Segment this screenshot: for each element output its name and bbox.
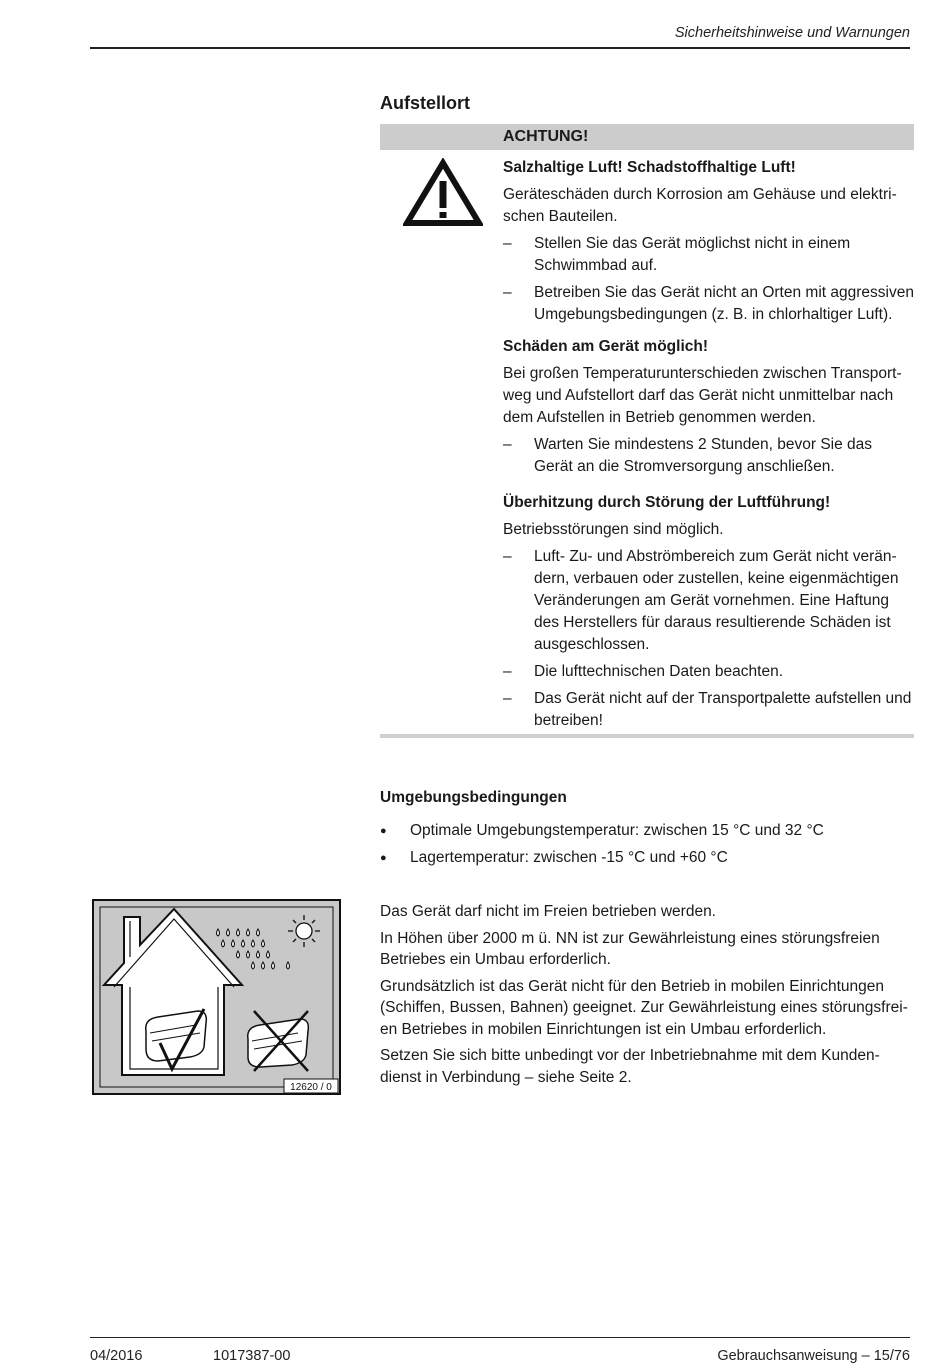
list-item: – Luft- Zu- und Abströmbereich zum Gerät nicht verän-dern, verbauen oder zustellen, keine eigenmächtigen Veränderungen am Gerät vornehmen. Eine Haftung des Herstellers für daraus resultierende Schäden ist ausgeschlossen. <box>503 546 915 656</box>
paragraph: Das Gerät darf nicht im Freien betrieben werden. <box>380 903 716 920</box>
warning-text: Geräteschäden durch Korrosion am Gehäuse und elektri-schen Bauteilen. <box>503 186 897 225</box>
warning-heading: Salzhaltige Luft! Schadstoffhaltige Luft! <box>503 159 796 176</box>
figure-label: 12620 / 0 <box>290 1082 332 1093</box>
installation-location-illustration <box>92 899 341 1095</box>
header-divider <box>90 47 910 49</box>
warning-triangle-icon <box>403 158 483 228</box>
warning-text: Bei großen Temperaturunterschieden zwischen Transport-weg und Aufstellort darf das Gerät nicht unmittelbar nach dem Aufstellen in Betrieb genommen werden. <box>503 365 902 426</box>
warning-label: ACHTUNG! <box>503 128 589 145</box>
footer-page-number: Gebrauchsanweisung – 15/76 <box>717 1348 910 1364</box>
body-text <box>380 901 910 1093</box>
warning-block-salt-air <box>503 157 915 326</box>
conditions-list <box>380 820 900 874</box>
page-header-title: Sicherheitshinweise und Warnungen <box>674 25 910 41</box>
list-item: – Das Gerät nicht auf der Transportpalette aufstellen und betreiben! <box>503 688 915 732</box>
list-item: – Betreiben Sie das Gerät nicht an Orten mit aggressiven Umgebungsbedingungen (z. B. in chlorhaltiger Luft). <box>503 282 915 326</box>
footer-divider <box>90 1337 910 1338</box>
warning-end-rule <box>380 734 914 738</box>
paragraph: Setzen Sie sich bitte unbedingt vor der Inbetriebnahme mit dem Kunden-dienst in Verbindung – siehe Seite 2. <box>380 1047 880 1086</box>
warning-text: Betriebsstörungen sind möglich. <box>503 521 724 538</box>
list-item: ● Optimale Umgebungstemperatur: zwischen 15 °C und 32 °C <box>380 820 900 842</box>
warning-heading: Überhitzung durch Störung der Luftführung! <box>503 494 831 511</box>
warning-block-overheating <box>503 492 915 732</box>
warning-header-bar <box>380 124 914 150</box>
warning-block-device-damage <box>503 336 915 478</box>
footer-date: 04/2016 <box>90 1348 143 1364</box>
list-item: – Warten Sie mindestens 2 Stunden, bevor Sie das Gerät an die Stromversorgung anschließen. <box>503 434 915 478</box>
paragraph: Grundsätzlich ist das Gerät nicht für den Betrieb in mobilen Einrichtungen (Schiffen, Bussen, Bahnen) geeignet. Zur Gewährleistung eines störungsfrei-en Betriebes in mobilen Einrichtungen ist ein Umbau erforderlich. <box>380 977 908 1038</box>
footer-doc-number: 1017387-00 <box>213 1348 291 1364</box>
paragraph: In Höhen über 2000 m ü. NN ist zur Gewährleistung eines störungsfreien Betriebes ein Umbau erforderlich. <box>380 929 880 968</box>
warning-heading: Schäden am Gerät möglich! <box>503 338 708 355</box>
list-item: – Die lufttechnischen Daten beachten. <box>503 661 915 683</box>
list-item: ● Lagertemperatur: zwischen -15 °C und +60 °C <box>380 847 900 869</box>
section-title: Aufstellort <box>380 93 470 113</box>
conditions-title: Umgebungsbedingungen <box>380 789 567 806</box>
list-item: – Stellen Sie das Gerät möglichst nicht in einem Schwimmbad auf. <box>503 233 915 277</box>
